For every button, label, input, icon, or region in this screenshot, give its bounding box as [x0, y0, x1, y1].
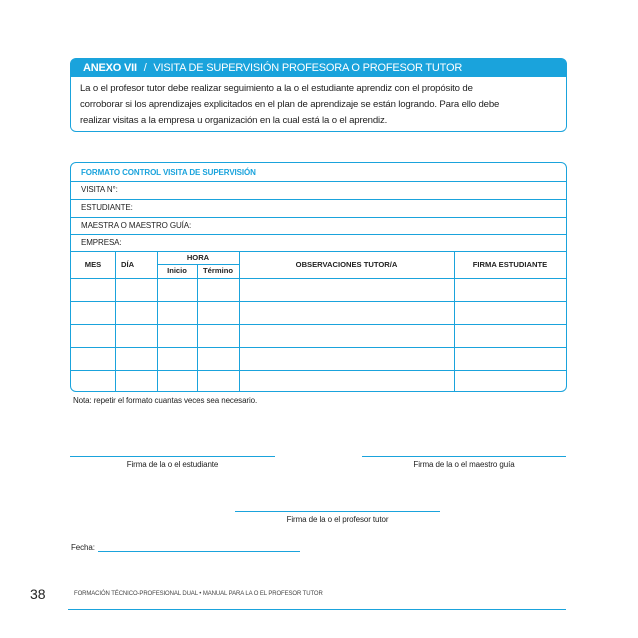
- annex-body-line: La o el profesor tutor debe realizar seguimiento a la o el estudiante aprendiz con el propósito de: [80, 83, 473, 94]
- header-dia: DÍA: [121, 260, 135, 269]
- header-observaciones: OBSERVACIONES TUTOR/A: [295, 260, 398, 269]
- annex-separator: /: [143, 62, 147, 74]
- header-termino: Término: [203, 266, 233, 275]
- row-divider: [71, 217, 566, 218]
- row-divider: [71, 181, 566, 182]
- field-maestro-guia[interactable]: MAESTRA O MAESTRO GUÍA:: [81, 221, 192, 230]
- annex-body: [80, 81, 560, 129]
- column-divider: [115, 251, 116, 392]
- signature-line-guide[interactable]: [362, 456, 566, 457]
- signature-label-student: Firma de la o el estudiante: [126, 460, 219, 469]
- field-estudiante[interactable]: ESTUDIANTE:: [81, 203, 133, 212]
- annex-body-line: corroborar si los aprendizajes explicitados en el plan de aprendizaje se están logrando. Para ello debe: [80, 99, 500, 110]
- header-hora: HORA: [186, 253, 210, 262]
- row-divider: [71, 251, 566, 252]
- footer-line: [68, 609, 566, 610]
- header-mes: MES: [84, 260, 102, 269]
- column-divider: [157, 251, 158, 392]
- annex-box: [70, 58, 567, 132]
- row-divider: [71, 324, 566, 325]
- header-firma-estudiante: FIRMA ESTUDIANTE: [472, 260, 548, 269]
- annex-header: [71, 59, 566, 77]
- signature-line-student[interactable]: [70, 456, 275, 457]
- form-note: Nota: repetir el formato cuantas veces sea necesario.: [73, 396, 258, 405]
- form-title: FORMATO CONTROL VISITA DE SUPERVISIÓN: [81, 168, 256, 177]
- page-number: 38: [30, 586, 46, 602]
- column-divider: [454, 251, 455, 392]
- supervision-form: [70, 162, 567, 392]
- header-inicio: Inicio: [167, 266, 187, 275]
- date-line[interactable]: [98, 551, 300, 552]
- row-divider: [71, 278, 566, 279]
- row-divider: [71, 347, 566, 348]
- signature-label-tutor: Firma de la o el profesor tutor: [286, 515, 389, 524]
- row-divider: [71, 234, 566, 235]
- signature-line-tutor[interactable]: [235, 511, 440, 512]
- row-divider: [71, 301, 566, 302]
- field-empresa[interactable]: EMPRESA:: [81, 238, 122, 247]
- row-divider: [71, 370, 566, 371]
- column-divider: [239, 251, 240, 392]
- hora-divider: [157, 264, 239, 265]
- column-divider: [197, 264, 198, 392]
- field-visita[interactable]: VISITA N°:: [81, 185, 118, 194]
- row-divider: [71, 199, 566, 200]
- annex-body-line: realizar visitas a la empresa u organización en la cual está la o el aprendiz.: [80, 115, 388, 126]
- annex-title: VISITA DE SUPERVISIÓN PROFESORA O PROFESOR TUTOR: [153, 62, 463, 74]
- annex-label: ANEXO VII: [83, 62, 137, 74]
- signature-label-guide: Firma de la o el maestro guía: [413, 460, 515, 469]
- date-label: Fecha:: [71, 543, 95, 552]
- footer-text: FORMACIÓN TÉCNICO-PROFESIONAL DUAL • MANUAL PARA LA O EL PROFESOR TUTOR: [74, 591, 323, 597]
